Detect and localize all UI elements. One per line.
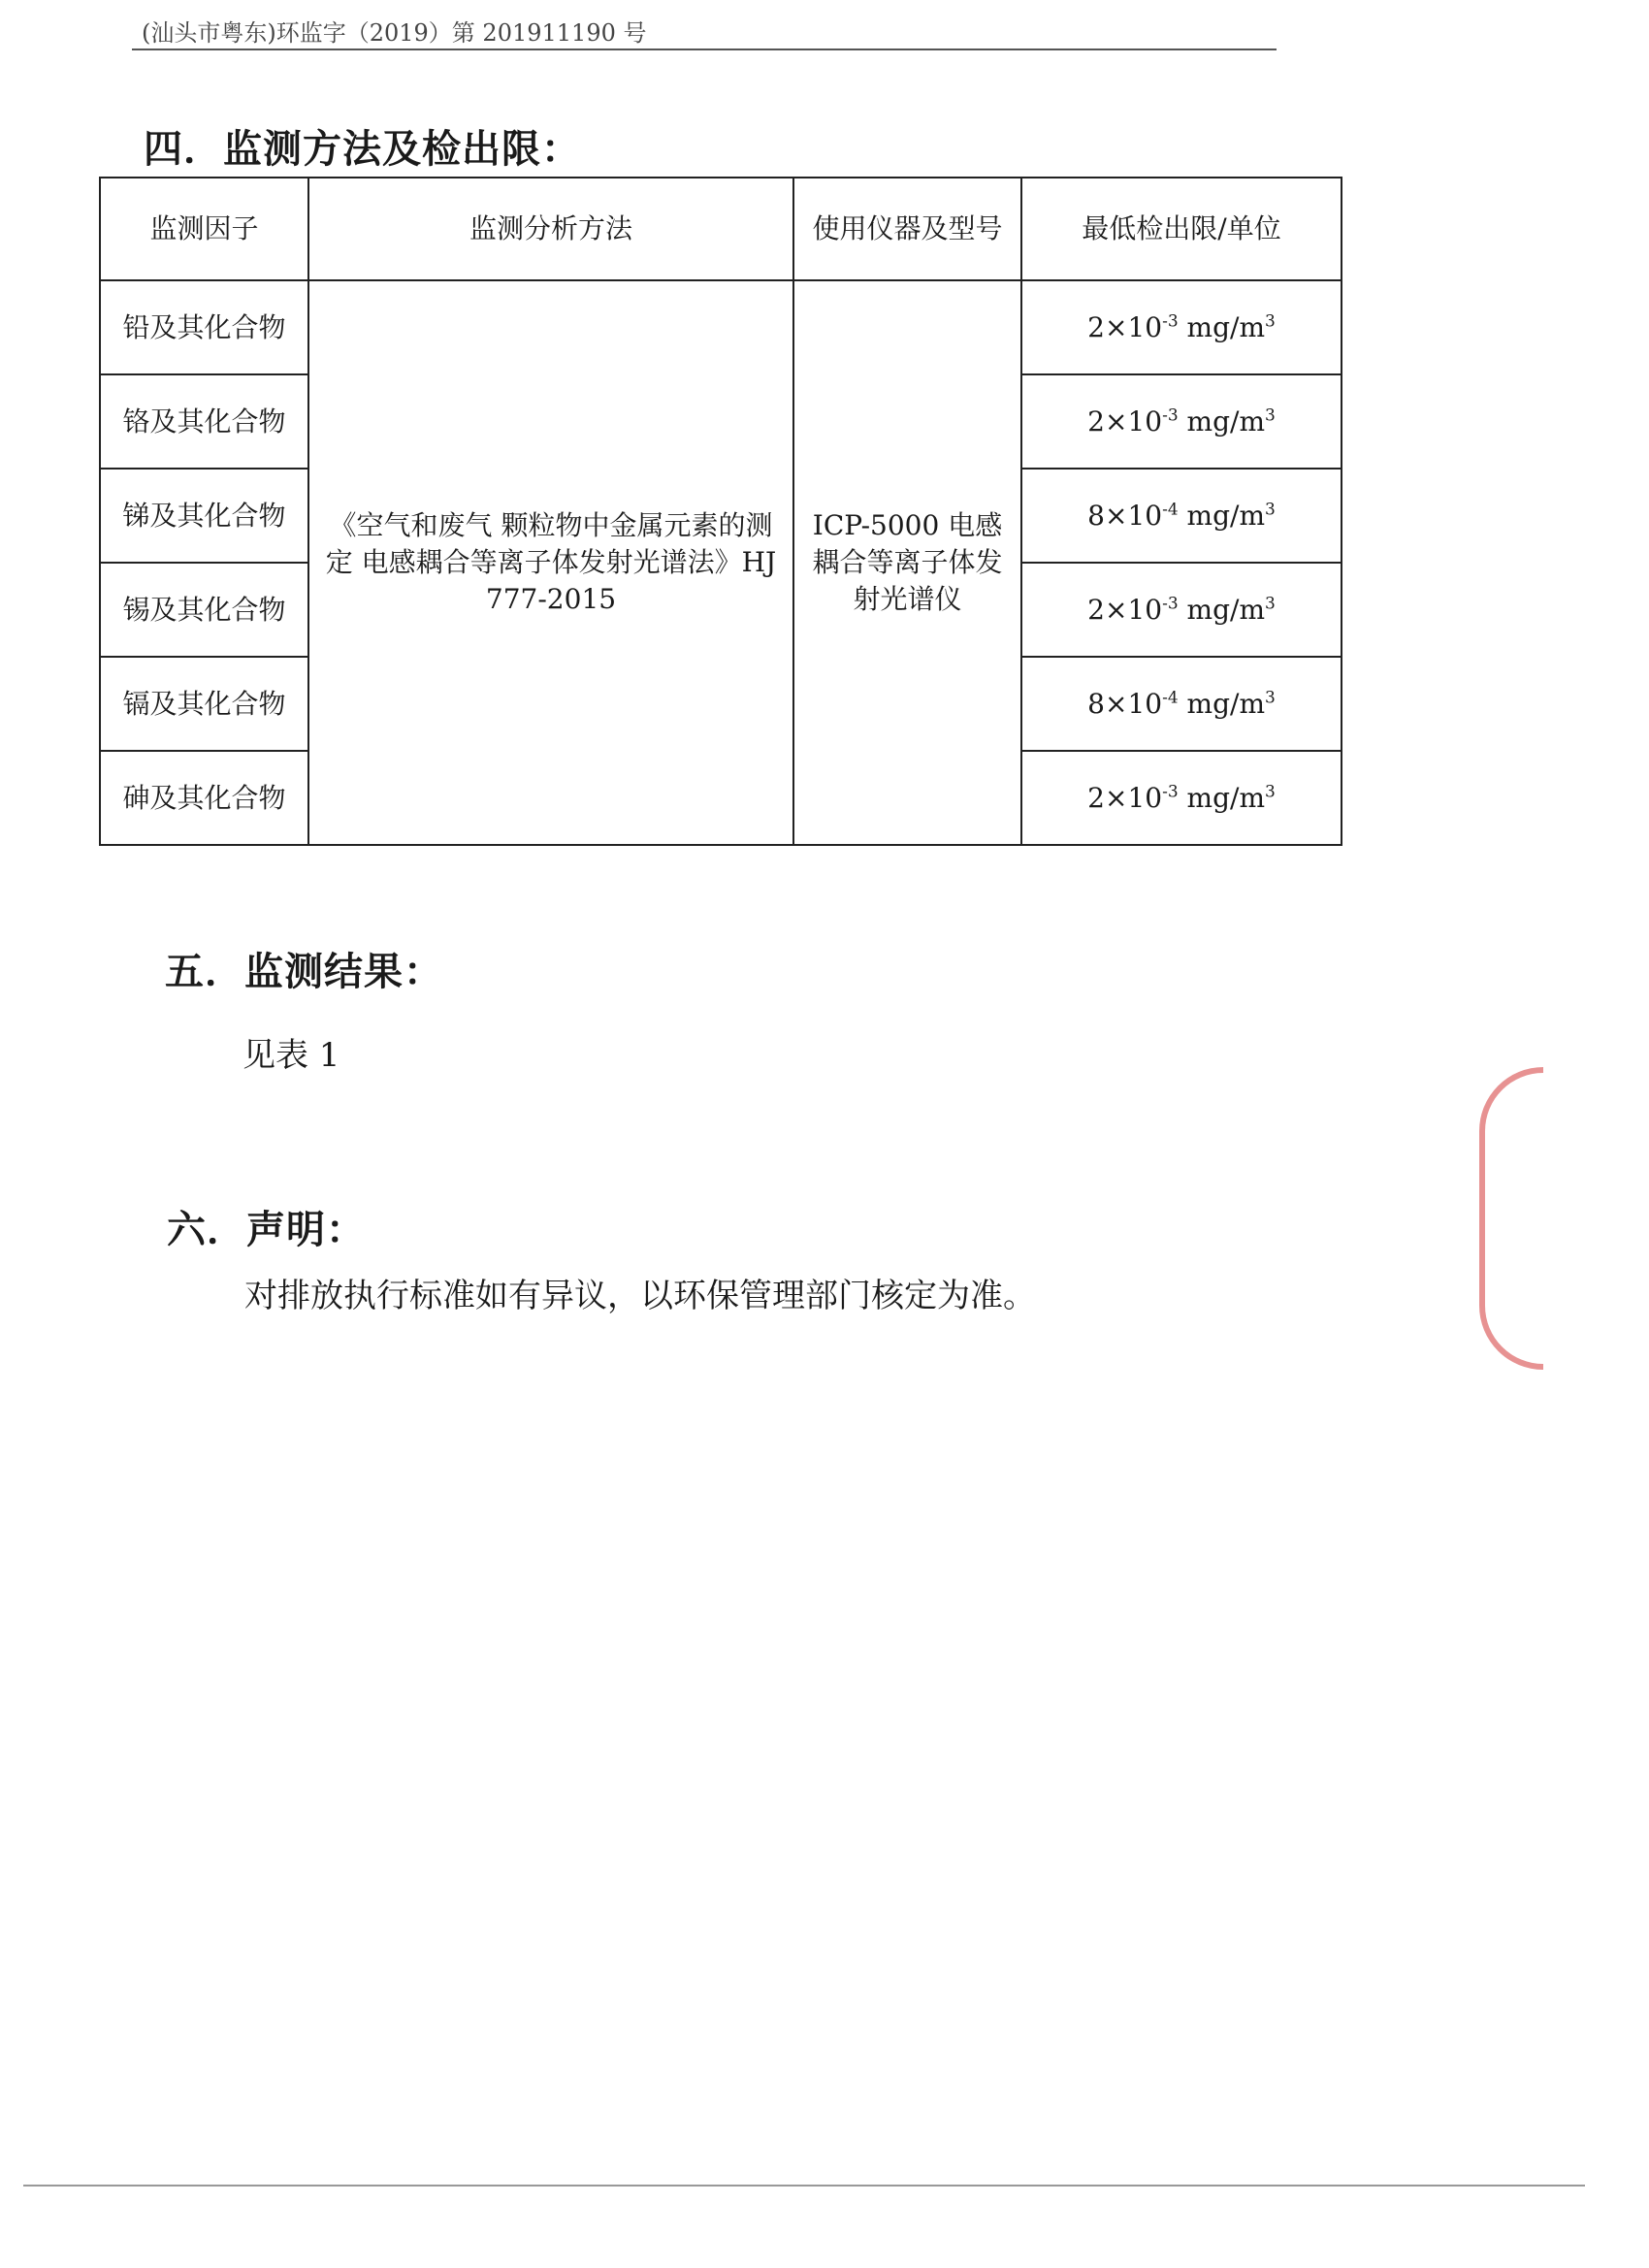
methods-table (99, 177, 1342, 846)
page-bottom-rule (23, 2185, 1585, 2187)
factor-cell: 镉及其化合物 (100, 657, 308, 751)
header-limit: 最低检出限/单位 (1021, 178, 1342, 280)
header-method: 监测分析方法 (308, 178, 793, 280)
limit-cell: $8\times 10^{-4}$ $mg/m^3$ (1021, 657, 1342, 751)
header-factor: 监测因子 (100, 178, 308, 280)
method-cell: 《空气和废气 颗粒物中金属元素的测定 电感耦合等离子体发射光谱法》HJ 777-2015 (308, 280, 793, 845)
limit-cell: $2\times 10^{-3}$ $mg/m^3$ (1021, 563, 1342, 657)
instrument-cell: ICP-5000 电感耦合等离子体发射光谱仪 (793, 280, 1021, 845)
factor-cell: 铬及其化合物 (100, 374, 308, 469)
header-instrument: 使用仪器及型号 (793, 178, 1021, 280)
limit-cell: $2\times 10^{-3}$ $mg/m^3$ (1021, 751, 1342, 845)
factor-cell: 砷及其化合物 (100, 751, 308, 845)
section-5-body: 见表 1 (242, 1036, 340, 1075)
document-reference-header: (汕头市粤东)环监字（2019）第 201911190 号 (142, 19, 647, 47)
limit-cell: $8\times 10^{-4}$ $mg/m^3$ (1021, 469, 1342, 563)
table-header-row (100, 178, 1342, 280)
factor-cell: 铅及其化合物 (100, 280, 308, 374)
factor-cell: 锑及其化合物 (100, 469, 308, 563)
table-row (100, 280, 1342, 374)
factor-cell: 锡及其化合物 (100, 563, 308, 657)
header-divider (132, 49, 1277, 50)
limit-cell: $2\times 10^{-3}$ $mg/m^3$ (1021, 280, 1342, 374)
red-seal-stamp (1479, 1067, 1543, 1370)
section-4-title: 四．监测方法及检出限： (144, 126, 581, 172)
limit-cell: $2\times 10^{-3}$ $mg/m^3$ (1021, 374, 1342, 469)
section-5-title: 五．监测结果： (165, 949, 443, 994)
section-6-title: 六．声明： (167, 1207, 366, 1252)
section-6-body: 对排放执行标准如有异议，以环保管理部门核定为准。 (244, 1277, 1036, 1315)
